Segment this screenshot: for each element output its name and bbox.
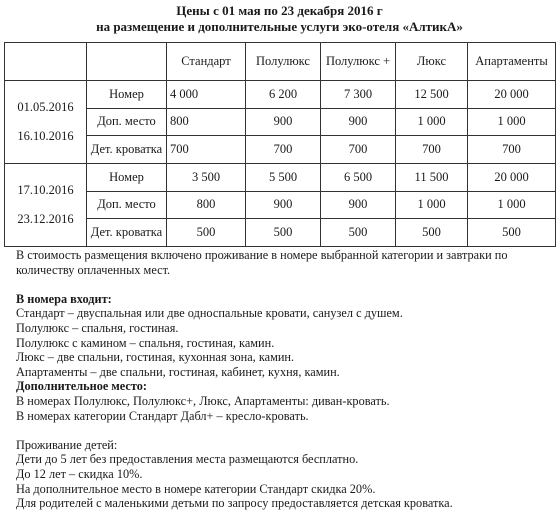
period-start: 01.05.2016 xyxy=(17,99,74,114)
notes-section xyxy=(16,248,546,511)
price-cell: 500 xyxy=(396,219,468,247)
price-cell: 800 xyxy=(167,191,246,219)
column-header: Апартаменты xyxy=(468,43,556,81)
children-rule: Дети до 5 лет без предоставления места размещаются бесплатно. xyxy=(16,452,359,467)
price-cell: 500 xyxy=(246,219,321,247)
row-label: Доп. место xyxy=(87,108,167,136)
row-label: Номер xyxy=(87,80,167,108)
price-cell: 5 500 xyxy=(246,163,321,191)
price-cell: 6 500 xyxy=(321,163,396,191)
document-subtitle: на размещение и дополнительные услуги эко-отеля «АлтикА» xyxy=(96,19,463,34)
table-row xyxy=(5,108,556,136)
price-cell: 500 xyxy=(468,219,556,247)
room-description: Апартаменты – две спальни, гостиная, кабинет, кухня, камин. xyxy=(16,364,340,379)
intro-line: В стоимость размещения включено проживание в номере выбранной категории и завтраки по xyxy=(16,248,508,262)
children-rule: Для родителей с маленькими детьми по запросу предоставляется детская кроватка. xyxy=(16,496,453,511)
table-row xyxy=(5,191,556,219)
document-title: Цены с 01 мая по 23 декабря 2016 г xyxy=(176,3,383,18)
row-label: Номер xyxy=(87,163,167,191)
price-cell: 20 000 xyxy=(468,163,556,191)
price-cell: 500 xyxy=(321,219,396,247)
extra-description: В номерах Полулюкс, Полулюкс+, Люкс, Апартаменты: диван-кровать. xyxy=(16,393,390,408)
column-header: Стандарт xyxy=(167,43,246,81)
table-header-row xyxy=(5,43,556,81)
price-cell: 3 500 xyxy=(167,163,246,191)
header-empty-cell xyxy=(87,43,167,81)
children-heading: Проживание детей: xyxy=(16,437,118,452)
price-cell: 1 000 xyxy=(396,108,468,136)
room-description: Полулюкс – спальня, гостиная. xyxy=(16,320,179,335)
price-cell: 900 xyxy=(321,191,396,219)
price-table xyxy=(4,42,556,247)
price-cell: 700 xyxy=(468,136,556,164)
price-cell: 11 500 xyxy=(396,163,468,191)
price-cell: 7 300 xyxy=(321,80,396,108)
price-cell: 700 xyxy=(396,136,468,164)
price-cell: 700 xyxy=(246,136,321,164)
children-rule: До 12 лет – скидка 10%. xyxy=(16,466,143,481)
column-header: Полулюкс xyxy=(246,43,321,81)
table-row xyxy=(5,80,556,108)
price-cell: 1 000 xyxy=(396,191,468,219)
room-description: Стандарт – двуспальная или две односпальные кровати, санузел с душем. xyxy=(16,306,403,321)
room-description: Полулюкс с камином – спальня, гостиная, камин. xyxy=(16,335,275,350)
price-cell: 900 xyxy=(321,108,396,136)
row-label: Доп. место xyxy=(87,191,167,219)
period-end: 16.10.2016 xyxy=(17,128,74,143)
children-rule: На дополнительное место в номере категории Стандарт скидка 20%. xyxy=(16,481,376,496)
period-end: 23.12.2016 xyxy=(17,211,74,226)
price-cell: 900 xyxy=(246,108,321,136)
room-description: Люкс – две спальни, гостиная, кухонная зона, камин. xyxy=(16,350,295,365)
extra-description: В номерах категории Стандарт Дабл+ – кресло-кровать. xyxy=(16,408,309,423)
period-start: 17.10.2016 xyxy=(17,182,74,197)
price-cell: 500 xyxy=(167,219,246,247)
price-cell: 700 xyxy=(321,136,396,164)
rooms-heading: В номера входит: xyxy=(16,291,112,306)
extra-heading: Дополнительное место: xyxy=(16,379,147,394)
price-cell: 1 000 xyxy=(468,108,556,136)
header-empty-cell xyxy=(5,43,87,81)
period-cell xyxy=(5,80,87,163)
table-row xyxy=(5,219,556,247)
price-cell: 700 xyxy=(167,136,246,164)
price-cell: 12 500 xyxy=(396,80,468,108)
price-cell: 20 000 xyxy=(468,80,556,108)
period-cell xyxy=(5,163,87,246)
price-cell: 1 000 xyxy=(468,191,556,219)
price-cell: 900 xyxy=(246,191,321,219)
row-label: Дет. кроватка xyxy=(87,136,167,164)
price-cell: 4 000 xyxy=(167,80,246,108)
table-row xyxy=(5,136,556,164)
intro-line: количеству оплаченных мест. xyxy=(16,262,171,277)
price-cell: 800 xyxy=(167,108,246,136)
column-header: Полулюкс + xyxy=(321,43,396,81)
table-row xyxy=(5,163,556,191)
price-cell: 6 200 xyxy=(246,80,321,108)
column-header: Люкс xyxy=(396,43,468,81)
row-label: Дет. кроватка xyxy=(87,219,167,247)
